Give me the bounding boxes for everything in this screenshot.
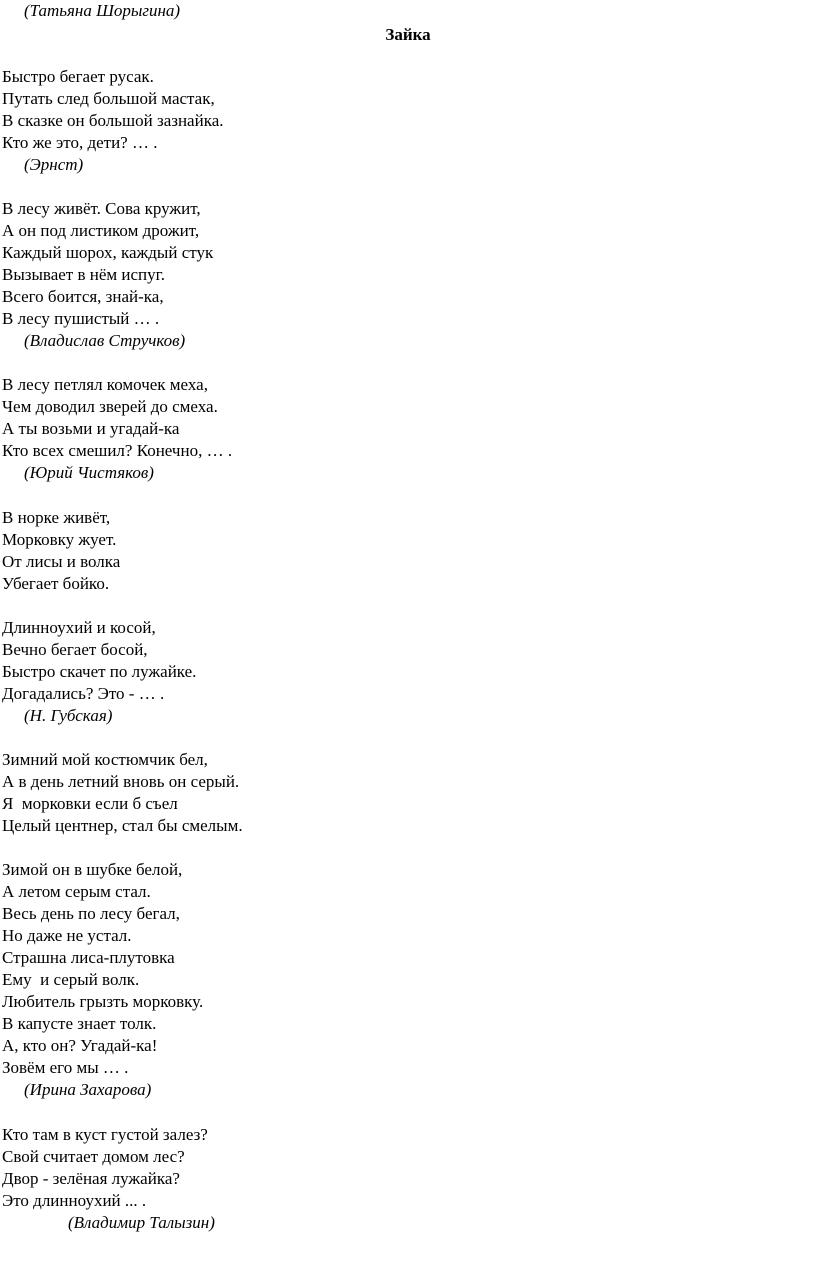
poem-line: Весь день по лесу бегал, [2,904,180,923]
poem-line: От лисы и волка [2,552,121,571]
poem-line: А, кто он? Угадай-ка! [2,1036,158,1055]
poem-line: Вызывает в нём испуг. [2,265,165,284]
poem-line: Убегает бойко. [2,574,110,593]
poem-line: Двор - зелёная лужайка? [2,1169,180,1188]
poem-line: Длинноухий и косой, [2,618,156,637]
poem-line: Это длинноухий ... . [2,1191,147,1210]
poem-line: Страшна лиса-плутовка [2,948,175,967]
poem-line: Любитель грызть морковку. [2,992,204,1011]
author-credit: (Ирина Захарова) [24,1080,152,1099]
poem-line: А в день летний вновь он серый. [2,772,240,791]
poem-line: Свой считает домом лес? [2,1147,185,1166]
poem-line: Чем доводил зверей до смеха. [2,397,218,416]
poem-line: А летом серым стал. [2,882,151,901]
author-credit: (Владислав Стручков) [24,331,186,350]
poem-line: Догадались? Это - … . [2,684,165,703]
poem-line: В лесу живёт. Сова кружит, [2,199,201,218]
poem-line: Но даже не устал. [2,926,132,945]
author-credit: (Н. Губская) [24,706,113,725]
poem-line: Зовём его мы … . [2,1058,129,1077]
poem-line: В сказке он большой зазнайка. [2,111,224,130]
poem-line: Кто всех смешил? Конечно, … . [2,441,233,460]
poem-line: В капусте знает толк. [2,1014,157,1033]
poem-line: В лесу петлял комочек меха, [2,375,208,394]
poem-line: Быстро скачет по лужайке. [2,662,197,681]
poem-line: В норке живёт, [2,508,111,527]
poem-line: Морковку жует. [2,530,117,549]
poem-line: Целый центнер, стал бы смелым. [2,816,243,835]
author-credit: (Владимир Талызин) [68,1213,215,1232]
poem-line: Быстро бегает русак. [2,67,154,86]
author-credit: (Юрий Чистяков) [24,463,154,482]
page-title: Зайка [385,25,431,44]
poem-line: А он под листиком дрожит, [2,221,200,240]
poem-line: Ему и серый волк. [2,970,140,989]
poem-line: Всего боится, знай-ка, [2,287,164,306]
poem-line: Зимний мой костюмчик бел, [2,750,208,769]
poem-line: Кто там в куст густой залез? [2,1125,208,1144]
poem-line: Путать след большой мастак, [2,89,215,108]
poem-line: Каждый шорох, каждый стук [2,243,214,262]
poem-line: Я морковки если б съел [2,794,178,813]
top-author: (Татьяна Шорыгина) [24,1,181,20]
poem-line: Зимой он в шубке белой, [2,860,183,879]
author-credit: (Эрнст) [24,155,84,174]
poem-line: В лесу пушистый … . [2,309,160,328]
poem-line: Вечно бегает босой, [2,640,148,659]
poem-line: Кто же это, дети? … . [2,133,158,152]
poem-line: А ты возьми и угадай-ка [2,419,180,438]
